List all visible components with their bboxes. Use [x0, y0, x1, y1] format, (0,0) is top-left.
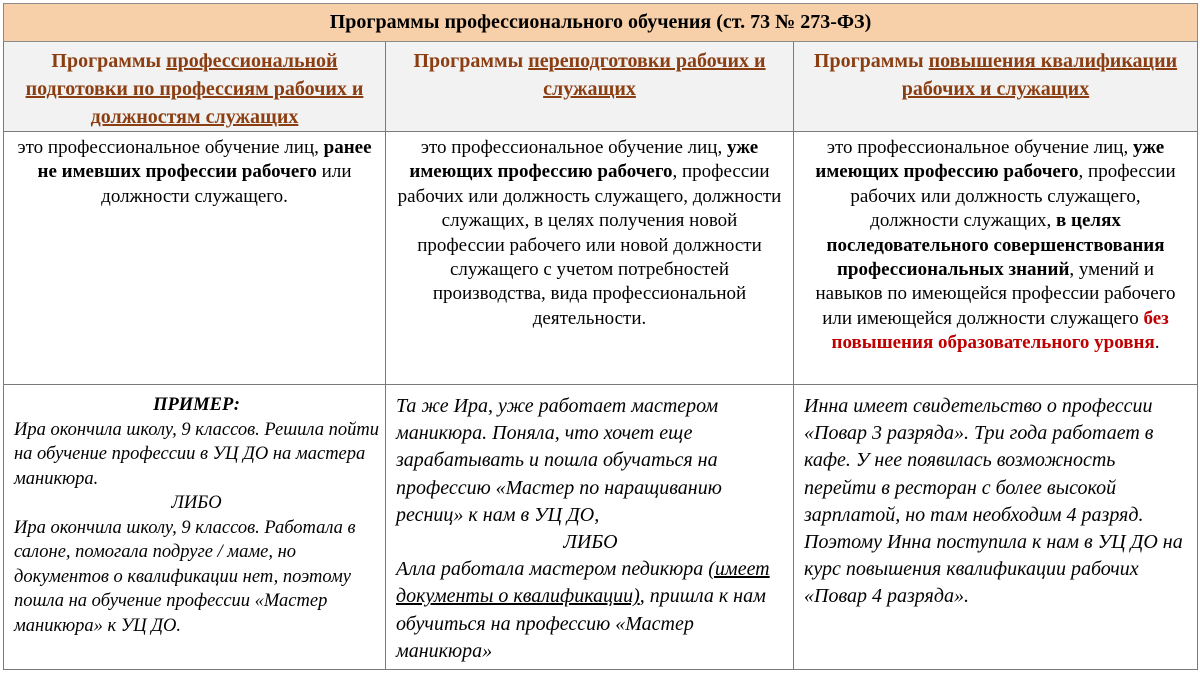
- header-qualification-prefix: Программы: [813, 50, 929, 72]
- def1-text: это профессиональное обучение лиц,: [17, 137, 324, 158]
- example-retraining: [386, 385, 794, 670]
- header-retraining: [386, 42, 794, 132]
- def3-text-end: .: [1154, 332, 1160, 354]
- def2-bold: уже имеющих профессию рабочего: [409, 137, 759, 183]
- example2-text2-underlined: (имеет документы о квалификации): [396, 558, 770, 608]
- example-row: [4, 385, 1198, 670]
- def2-text-end: , профессии рабочих или должность служащего, должности служащих, в целях получения новой профессии рабочего или новой должности служащего с учетом потребностей производства, вида профессиональной деятельности.: [397, 161, 782, 329]
- header-retraining-prefix: Программы: [413, 50, 529, 72]
- title-row: [4, 4, 1198, 42]
- programs-table: [3, 3, 1198, 670]
- example2-text2: Алла работала мастером педикюра: [396, 558, 709, 581]
- definition-retraining: [386, 132, 794, 385]
- def3-red-highlight: без повышения образовательного уровня: [831, 307, 1169, 354]
- def3-text-mid2: , умений и навыков по имеющейся профессии рабочего или имеющейся должности служащего: [815, 259, 1176, 329]
- definition-qualification: [794, 132, 1198, 385]
- def3-bold: уже имеющих профессию рабочего: [815, 137, 1165, 183]
- def3-text: это профессиональное обучение лиц,: [826, 137, 1133, 158]
- header-retraining-title: переподготовки рабочих и служащих: [528, 50, 766, 100]
- def3-text-mid: , профессии рабочих или должность служащего, должности служащих,: [850, 161, 1176, 232]
- example-heading: ПРИМЕР:: [153, 395, 240, 415]
- example1-or: ЛИБО: [171, 493, 222, 513]
- example1-text2: Ира окончила школу, 9 классов. Работала в салоне, помогала подруге / маме, но документов о квалификации нет, поэтому пошла на обучение профессии «Мастер маникюра» к УЦ ДО.: [14, 517, 356, 636]
- header-training-title: профессиональной подготовки по профессиям рабочих и должностям служащих: [25, 50, 364, 128]
- def1-text-end: или должности служащего.: [101, 161, 352, 207]
- header-training: [4, 42, 386, 132]
- example-training: [4, 385, 386, 670]
- header-qualification-title: повышения квалификации рабочих и служащих: [901, 50, 1178, 100]
- def3-bold-goal: в целях последовательного совершенствования профессиональных знаний: [826, 210, 1165, 281]
- header-row: [4, 42, 1198, 132]
- example2-text2-end: , пришла к нам обучиться на профессию «Мастер маникюра»: [396, 585, 766, 662]
- table-title: Программы профессионального обучения (ст. 73 № 273-ФЗ): [4, 4, 1198, 42]
- example2-or: ЛИБО: [563, 531, 618, 554]
- example1-text1: Ира окончила школу, 9 классов. Решила пойти на обучение профессии в УЦ ДО на мастера маникюра.: [14, 419, 379, 489]
- definition-row: [4, 132, 1198, 385]
- def1-bold: ранее не имевших профессии рабочего: [37, 137, 372, 183]
- def2-text: это профессиональное обучение лиц,: [420, 137, 727, 158]
- example3-text: Инна имеет свидетельство о профессии «Повар 3 разряда». Три года работает в кафе. У нее появилась возможность перейти в ресторан с более высокой зарплатой, но там необходим 4 разряд. Поэтому Инна поступила к нам в УЦ ДО на курс повышения квалификации рабочих «Повар 4 разряда».: [804, 395, 1183, 608]
- example-qualification: [794, 385, 1198, 670]
- header-qualification: [794, 42, 1198, 132]
- definition-training: [4, 132, 386, 385]
- header-training-prefix: Программы: [51, 50, 167, 72]
- example2-text1: Та же Ира, уже работает мастером маникюра. Поняла, что хочет еще зарабатывать и пошла обучаться на профессию «Мастер по наращиванию ресниц» к нам в УЦ ДО,: [396, 395, 722, 526]
